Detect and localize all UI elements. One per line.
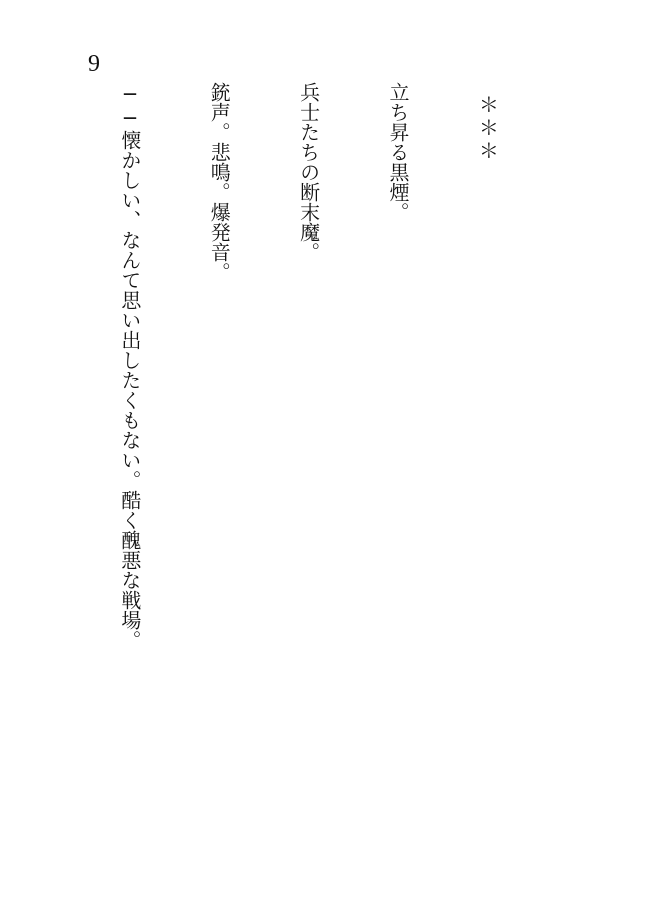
text-line: 銃声。悲鳴。爆発音。 — [207, 82, 232, 282]
scene-separator: ＊＊＊ — [475, 94, 500, 163]
blank-line — [25, 82, 55, 842]
novel-text — [0, 82, 561, 842]
text-line: ──懐かしい、なんて思い出したくもない。酷く醜悪な戦場。 — [117, 82, 142, 650]
text-line: 立ち昇る黒煙。 — [386, 82, 411, 222]
page-number: 9 — [88, 51, 100, 77]
text-line: 兵士たちの断末魔。 — [296, 82, 321, 262]
